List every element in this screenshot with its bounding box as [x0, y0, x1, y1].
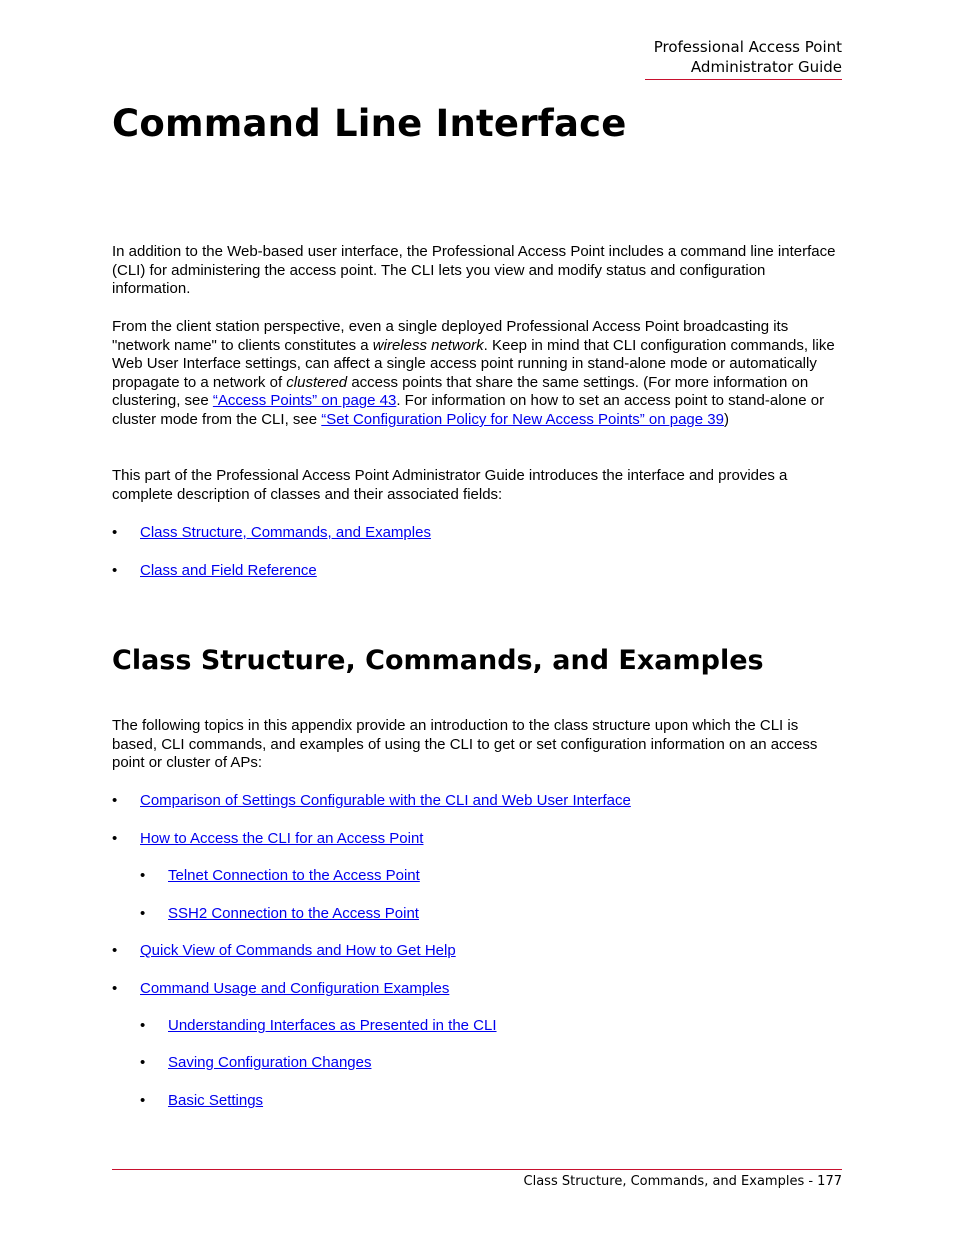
bullet-marker: •	[112, 830, 118, 847]
class-field-reference-link[interactable]: Class and Field Reference	[140, 562, 317, 579]
bullet-marker: •	[140, 867, 146, 884]
set-configuration-policy-link[interactable]: “Set Configuration Policy for New Access Points” on page 39	[321, 410, 724, 428]
bullet-marker: •	[140, 905, 146, 922]
intro-p2-emphasis-wireless: wireless network	[372, 336, 484, 354]
intro-p2-text-1: From the client station perspective, even a single deployed Professional Access Point broadcasting its "network name" to clients constitutes a	[112, 318, 789, 354]
bullet-marker: •	[112, 524, 118, 541]
header-line-2: Administrator Guide	[690, 58, 842, 76]
basic-settings-link[interactable]: Basic Settings	[168, 1092, 264, 1109]
running-header	[645, 37, 842, 77]
intro-paragraph-2	[112, 318, 847, 430]
page-footer: Class Structure, Commands, and Examples - 177	[523, 1174, 842, 1189]
footer-divider	[112, 1169, 842, 1170]
bullet-marker: •	[112, 562, 118, 579]
class-structure-link[interactable]: Class Structure, Commands, and Examples	[140, 524, 431, 541]
comparison-settings-link[interactable]: Comparison of Settings Configurable with the CLI and Web User Interface	[140, 792, 631, 809]
access-points-link[interactable]: “Access Points” on page 43	[212, 392, 397, 410]
intro-p2-text-5: )	[723, 410, 729, 428]
intro-paragraph-3: This part of the Professional Access Point Administrator Guide introduces the interface and provides a complete description of classes and their associated fields:	[112, 467, 788, 503]
section-heading: Class Structure, Commands, and Examples	[112, 645, 764, 676]
quick-view-commands-link[interactable]: Quick View of Commands and How to Get Help	[140, 942, 456, 959]
intro-p2-emphasis-clustered: clustered	[286, 373, 348, 391]
bullet-marker: •	[140, 1092, 146, 1109]
intro-p2-text-3: access points that share the same settings. (For more information on clustering, see	[112, 373, 809, 410]
bullet-marker: •	[140, 1017, 146, 1034]
telnet-connection-link[interactable]: Telnet Connection to the Access Point	[168, 867, 420, 884]
access-cli-link[interactable]: How to Access the CLI for an Access Point	[140, 830, 424, 847]
intro-p2-text-2: . Keep in mind that CLI configuration commands, like Web User Interface settings, can affect a single access point running in stand-alone mode or automatically propagate to a network of	[112, 336, 835, 391]
header-line-1: Professional Access Point	[653, 38, 842, 56]
page-title: Command Line Interface	[112, 102, 627, 145]
command-usage-link[interactable]: Command Usage and Configuration Examples	[140, 980, 450, 997]
bullet-marker: •	[140, 1054, 146, 1071]
understanding-interfaces-link[interactable]: Understanding Interfaces as Presented in the CLI	[168, 1017, 497, 1034]
bullet-marker: •	[112, 942, 118, 959]
section-paragraph: The following topics in this appendix provide an introduction to the class structure upon which the CLI is based, CLI commands, and examples of using the CLI to get or set configuration information on an access point or cluster of APs:	[112, 717, 818, 772]
ssh2-connection-link[interactable]: SSH2 Connection to the Access Point	[168, 905, 419, 922]
intro-p2-text-4: . For information on how to set an access point to stand-alone or cluster mode from the CLI, see	[112, 392, 825, 428]
intro-paragraph-1: In addition to the Web-based user interface, the Professional Access Point includes a command line interface (CLI) for administering the access point. The CLI lets you view and modify status and configuration information.	[112, 243, 836, 298]
header-divider	[645, 79, 842, 80]
bullet-marker: •	[112, 792, 118, 809]
saving-configuration-link[interactable]: Saving Configuration Changes	[168, 1054, 372, 1071]
bullet-marker: •	[112, 980, 118, 997]
